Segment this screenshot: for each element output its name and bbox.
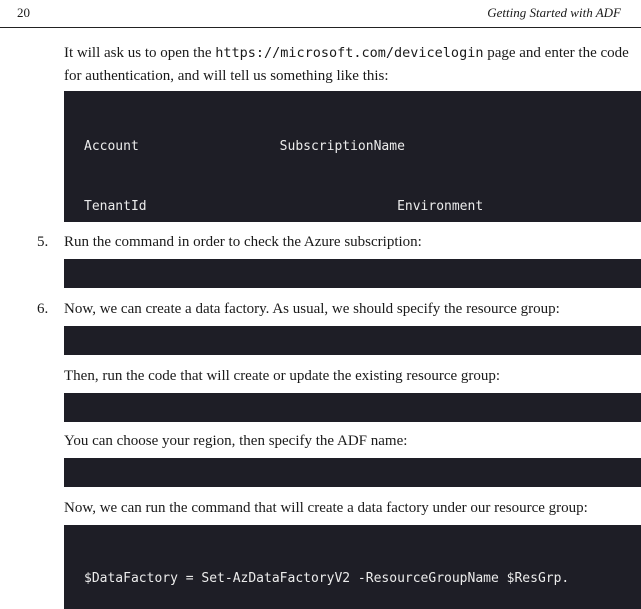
step-code-block bbox=[64, 259, 641, 288]
followup-code-block bbox=[64, 525, 641, 609]
output-code-block bbox=[64, 91, 641, 222]
output-line: TenantId Environment bbox=[84, 198, 484, 214]
intro-paragraph bbox=[64, 42, 629, 88]
step-number: 6. bbox=[37, 301, 49, 317]
code-line: $DataFactory = Set-AzDataFactoryV2 -ResourceGroupName $ResGrp. bbox=[84, 571, 570, 587]
output-line: Account SubscriptionName bbox=[84, 139, 405, 155]
running-header-title: Getting Started with ADF bbox=[487, 5, 621, 20]
intro-text-before: It will ask us to open the bbox=[64, 45, 216, 61]
followup-code-block bbox=[64, 393, 641, 422]
followup-text: Now, we can run the command that will create a data factory under our resource group: bbox=[64, 500, 588, 516]
step-code-block bbox=[64, 326, 641, 355]
step-text: Run the command in order to check the Azure subscription: bbox=[64, 234, 422, 250]
page-number: 20 bbox=[17, 5, 30, 20]
header-divider bbox=[0, 27, 641, 28]
followup-text: You can choose your region, then specify the ADF name: bbox=[64, 433, 408, 449]
intro-url: https://microsoft.com/devicelogin bbox=[215, 45, 484, 61]
step-text: Now, we can create a data factory. As usual, we should specify the resource group: bbox=[64, 301, 560, 317]
followup-code-block bbox=[64, 458, 641, 487]
followup-text: Then, run the code that will create or update the existing resource group: bbox=[64, 368, 501, 384]
intro-text-after: page and enter the code for authentication, and will tell us something like this: bbox=[64, 45, 629, 84]
step-number: 5. bbox=[37, 234, 49, 250]
